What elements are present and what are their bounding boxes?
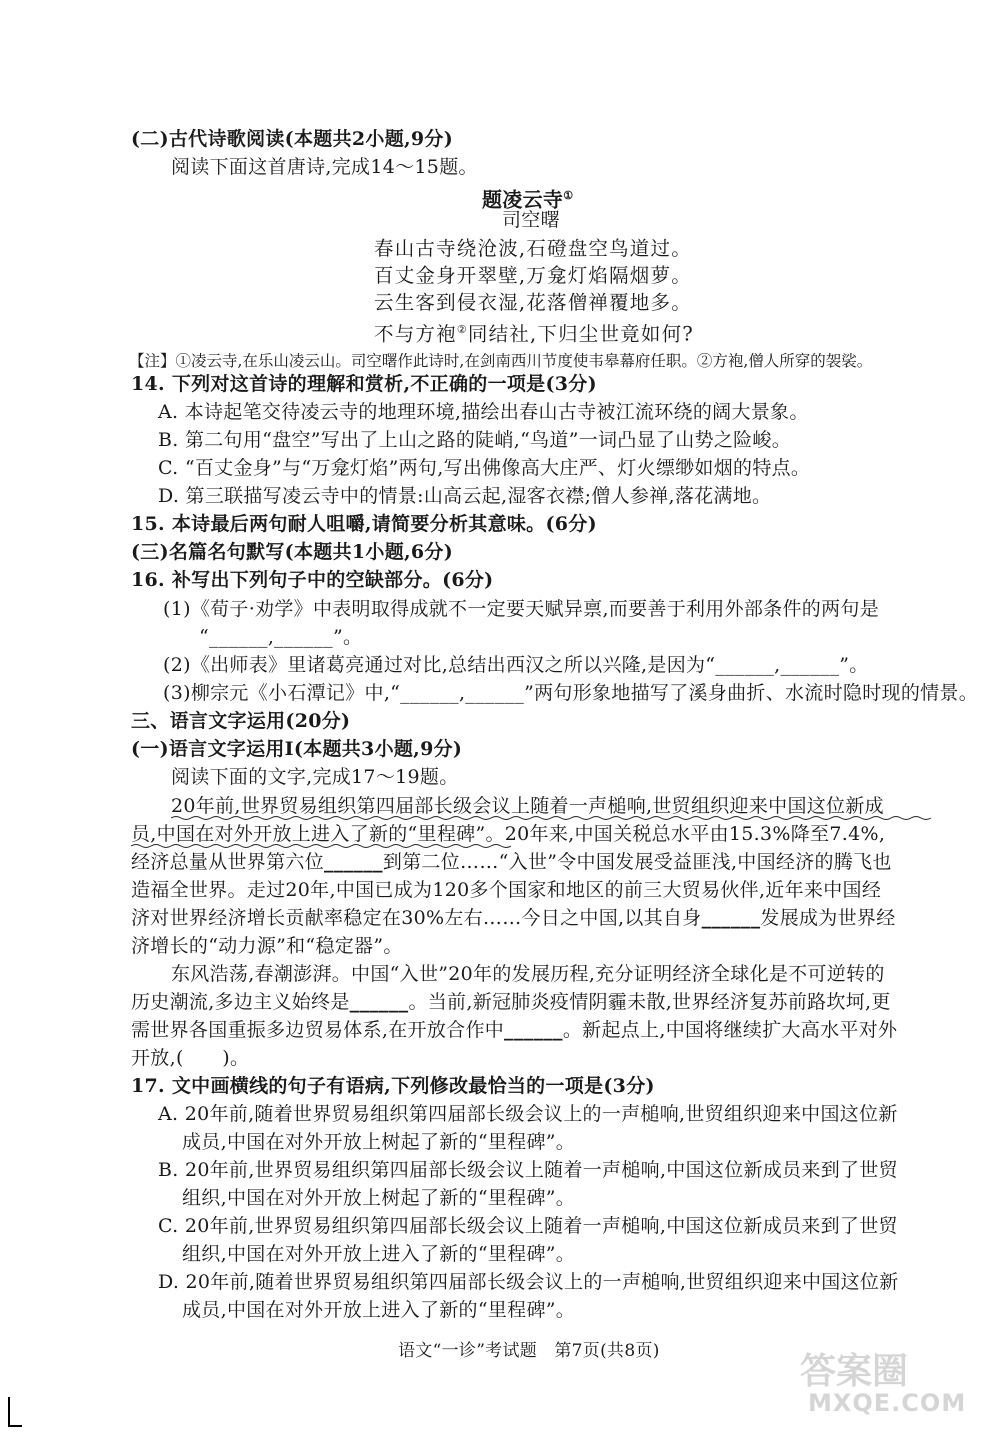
passage-p1-line3-b: 到第二位……“入世”令中国发展受益匪浅,中国经济的腾飞也	[382, 851, 892, 873]
q14-stem: 14. 下列对这首诗的理解和赏析,不正确的一项是(3分)	[131, 373, 597, 395]
passage-p1-line4: 造福全世界。走过20年,中国已成为120多个国家和地区的前三大贸易伙伴,近年来中国经	[131, 879, 882, 901]
q16-item-2: (2)《出师表》里诸葛亮通过对比,总结出西汉之所以兴隆,是因为“______,______”。	[163, 654, 869, 676]
watermark-domain-text: MXQE.COM	[808, 1389, 967, 1417]
passage-p1-line6: 济增长的“动力源”和“稳定器”。	[131, 935, 403, 957]
passage-p1-line3-a: 经济总量从世界第六位	[131, 851, 325, 873]
q17-option-d-line1: D. 20年前,随着世界贸易组织第四届部长级会议上的一声槌响,世贸组织迎来中国这位新	[158, 1271, 899, 1293]
q17-option-a-line1: A. 20年前,随着世界贸易组织第四届部长级会议上的一声槌响,世贸组织迎来中国这位新	[158, 1103, 898, 1125]
passage-p2-line2-b: 。当前,新冠肺炎疫情阴霾未散,世界经济复苏前路坎坷,更	[408, 991, 891, 1013]
poem-title-text: 题凌云寺	[482, 187, 564, 212]
poem-line-4	[374, 317, 694, 348]
section-poetry-heading: (二)古代诗歌阅读(本题共2小题,9分)	[131, 128, 454, 150]
passage-p1-line5	[131, 905, 896, 931]
poem-title-note-mark: ①	[563, 189, 574, 202]
crop-mark-left	[8, 1397, 10, 1427]
passage-p1-line5-a: 济对世界经济增长贡献率稳定在30%左右……今日之中国,以其自身	[131, 907, 702, 929]
q17-option-b-line2: 组织,中国在对外开放上树起了新的“里程碑”。	[182, 1187, 576, 1209]
q16-item-1b: “______,______”。	[199, 626, 363, 648]
section-recite-heading: (三)名篇名句默写(本题共1小题,6分)	[131, 541, 454, 563]
crop-mark-bottom	[8, 1425, 22, 1427]
part3-heading: 三、语言文字运用(20分)	[131, 710, 351, 732]
section-lang1-instruction: 阅读下面的文字,完成17～19题。	[171, 766, 459, 788]
q17-option-b-line1: B. 20年前,世界贸易组织第四届部长级会议上随着一声槌响,中国这位新成员来到了世贸	[158, 1159, 898, 1181]
section-lang1-heading: (一)语言文字运用Ⅰ(本题共3小题,9分)	[131, 738, 463, 760]
poem-line-1: 春山古寺绕沧波,石磴盘空鸟道过。	[374, 237, 692, 260]
page-footer: 语文“一诊”考试题 第7页(共8页)	[398, 1341, 660, 1361]
q16-item-3: (3)柳宗元《小石潭记》中,“______,______”两句形象地描写了溪身曲折、水流时隐时现的情景。	[163, 682, 979, 704]
poem-author: 司空曙	[502, 209, 560, 231]
poem-line-4-note-mark: ②	[456, 323, 468, 336]
watermark-logo	[800, 1343, 980, 1423]
wavy-underline-1	[171, 815, 935, 821]
q17-option-c-line2: 组织,中国在对外开放上进入了新的“里程碑”。	[182, 1243, 576, 1265]
q14-option-b: B. 第二句用“盘空”写出了上山之路的陡峭,“鸟道”一词凸显了山势之险峻。	[158, 429, 792, 451]
blank-2[interactable]: ______	[701, 907, 761, 929]
q16-stem: 16. 补写出下列句子中的空缺部分。(6分)	[131, 569, 494, 591]
q14-option-c: C. “百丈金身”与“万龛灯焰”两句,写出佛像高大庄严、灯火缥缈如烟的特点。	[158, 457, 811, 479]
section-poetry-instruction: 阅读下面这首唐诗,完成14～15题。	[171, 156, 478, 178]
blank-1[interactable]: ______	[324, 851, 383, 873]
q16-item-1a: (1)《荀子·劝学》中表明取得成就不一定要天赋异禀,而要善于利用外部条件的两句是	[163, 598, 879, 620]
passage-p1-line3	[131, 849, 892, 875]
passage-p1-line2-underlined: 员,中国在对外开放上进入了新的“里程碑”	[131, 823, 486, 845]
poem-line-4-a: 不与方袍	[374, 322, 457, 346]
poem-line-3: 云生客到侵衣湿,花落僧禅覆地多。	[374, 291, 692, 314]
q17-option-a-line2: 成员,中国在对外开放上树起了新的“里程碑”。	[182, 1131, 576, 1153]
passage-p2-line3	[131, 1017, 897, 1043]
q17-option-c-line1: C. 20年前,世界贸易组织第四届部长级会议上随着一声槌响,中国这位新成员来到了世贸	[158, 1215, 898, 1237]
passage-p2-line4: 开放,( )。	[131, 1047, 250, 1069]
poem-note: 【注】①凌云寺,在乐山凌云山。司空曙作此诗时,在剑南西川节度使韦皋幕府任职。②方袍,僧人所穿的袈裟。	[129, 352, 873, 370]
q14-option-a: A. 本诗起笔交待凌云寺的地理环境,描绘出春山古寺被江流环绕的阔大景象。	[158, 401, 809, 423]
poem-line-4-b: 同结社,下归尘世竟如何?	[467, 322, 694, 346]
blank-3[interactable]: ______	[349, 991, 409, 1013]
q17-option-d-line2: 成员,中国在对外开放上进入了新的“里程碑”。	[182, 1299, 576, 1321]
passage-p2-line2-a: 历史潮流,多边主义始终是	[131, 991, 350, 1013]
poem-line-2: 百丈金身开翠壁,万龛灯焰隔烟萝。	[374, 264, 692, 287]
passage-p1-line1: 20年前,世界贸易组织第四届部长级会议上随着一声槌响,世贸组织迎来中国这位新成	[171, 795, 884, 817]
watermark-main-text: 答案圈	[800, 1351, 909, 1392]
passage-p2-line3-a: 需世界各国重振多边贸易体系,在开放合作中	[131, 1019, 505, 1041]
passage-p1-line5-b: 发展成为世界经	[760, 907, 896, 929]
q14-option-d: D. 第三联描写凌云寺中的情景:山高云起,湿客衣襟;僧人参禅,落花满地。	[158, 485, 772, 507]
blank-4[interactable]: ______	[504, 1019, 563, 1041]
q17-stem: 17. 文中画横线的句子有语病,下列修改最恰当的一项是(3分)	[131, 1075, 655, 1097]
passage-p1-line2-rest: 。20年来,中国关税总水平由15.3%降至7.4%,	[485, 823, 886, 845]
passage-p2-line2	[131, 989, 891, 1015]
passage-p2-line1: 东风浩荡,春潮澎湃。中国“入世”20年的发展历程,充分证明经济全球化是不可逆转的	[171, 963, 885, 985]
passage-p2-line3-b: 。新起点上,中国将继续扩大高水平对外	[562, 1019, 898, 1041]
q15-stem: 15. 本诗最后两句耐人咀嚼,请简要分析其意味。(6分)	[131, 513, 597, 535]
